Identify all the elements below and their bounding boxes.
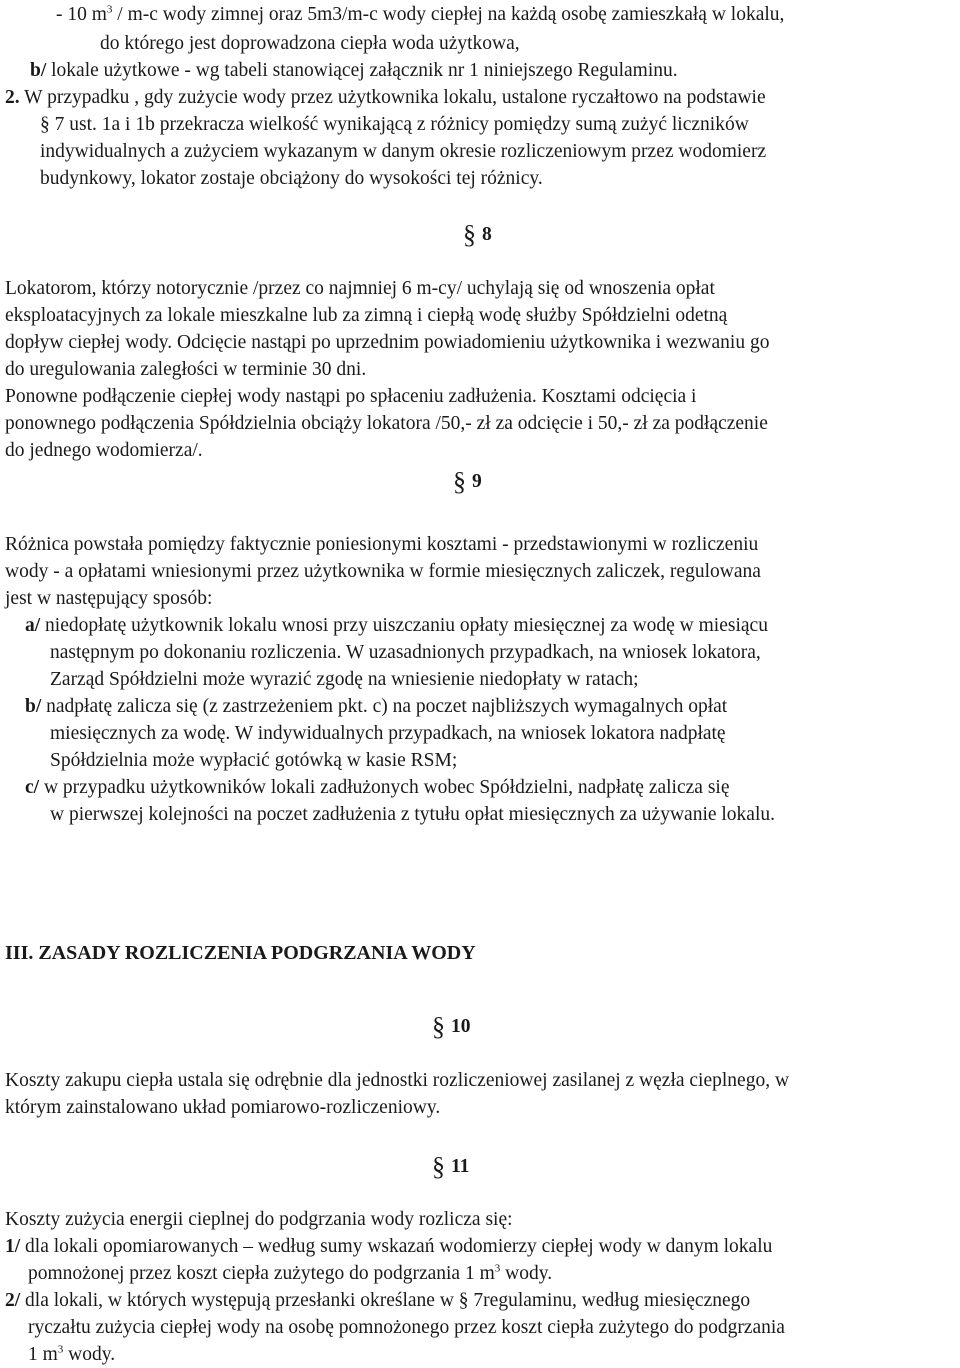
text-line: Koszty zakupu ciepła ustala się odrębnie dla jednostki rozliczeniowej zasilanej z węzła cieplnego, w [5, 1070, 790, 1091]
text-line: dopływ ciepłej wody. Odcięcie nastąpi po uprzednim powiadomieniu użytkownika i wezwaniu go [5, 332, 770, 353]
list-item-c: c/ w przypadku użytkowników lokali zadłużonych wobec Spółdzielni, nadpłatę zalicza się [25, 777, 730, 798]
text-line: Ponowne podłączenie ciepłej wody nastąpi po spłaceniu zadłużenia. Kosztami odcięcia i [5, 386, 697, 407]
text-line: miesięcznych za wodę. W indywidualnych przypadkach, na wniosek lokatora nadpłatę [50, 723, 726, 744]
text-line: b/ lokale użytkowe - wg tabeli stanowiącej załącznik nr 1 niniejszego Regulaminu. [30, 60, 678, 81]
text-line: do którego jest doprowadzona ciepła woda użytkowa, [100, 33, 520, 54]
text-line: Spółdzielnia może wypłacić gotówką w kasie RSM; [50, 750, 458, 771]
text-line: pomnożonej przez koszt ciepła zużytego do podgrzania 1 $m^3$ wody. [28, 1262, 553, 1284]
text-line: Lokatorom, którzy notorycznie /przez co najmniej 6 m-cy/ uchylają się od wnoszenia opłat [5, 278, 715, 299]
text-line: Koszty zużycia energii cieplnej do podgrzania wody rozlicza się: [5, 1209, 513, 1230]
list-item-b: b/ nadpłatę zalicza się (z zastrzeżeniem pkt. c) na poczet najbliższych wymagalnych opłat [25, 696, 728, 717]
chapter-heading: III. ZASADY ROZLICZENIA PODGRZANIA WODY [5, 942, 476, 964]
text-line: ryczałtu zużycia ciepłej wody na osobę pomnożonego przez koszt ciepła zużytego do podgrzania [28, 1317, 785, 1338]
text-line: eksploatacyjnych za lokale mieszkalne lub za zimną i ciepłą wodę służby Spółdzielni odetną [5, 305, 728, 326]
text-line: Różnica powstała pomiędzy faktycznie poniesionymi kosztami - przedstawionymi w rozliczeniu [5, 534, 759, 555]
text-line: jest w następujący sposób: [5, 588, 213, 609]
section-heading-8: § 8 [463, 220, 492, 249]
text-line: 1 $m^3$ wody. [28, 1343, 116, 1365]
text-line: w pierwszej kolejności na poczet zadłużenia z tytułu opłat miesięcznych za używanie lokalu. [50, 804, 776, 825]
text-line: § 7 ust. 1a i 1b przekracza wielkość wynikającą z różnicy pomiędzy sumą zużyć liczników [40, 114, 749, 135]
text-line: wody - a opłatami wniesionymi przez użytkownika w formie miesięcznych zaliczek, regulowana [5, 561, 761, 582]
text-line: którym zainstalowano układ pomiarowo-rozliczeniowy. [5, 1097, 441, 1118]
list-item-2: 2/ dla lokali, w których występują przesłanki określane w § 7regulaminu, według miesięcznego [5, 1290, 751, 1311]
text-line: do jednego wodomierza/. [5, 440, 203, 461]
list-item-1: 1/ dla lokali opomiarowanych – według sumy wskazań wodomierzy ciepłej wody w danym lokalu [5, 1236, 773, 1257]
text-line: następnym po dokonaniu rozliczenia. W uzasadnionych przypadkach, na wniosek lokatora, [50, 642, 761, 663]
section-heading-9: § 9 [453, 467, 482, 496]
section-heading-10: § 10 [432, 1012, 471, 1041]
text-line: 2. W przypadku , gdy zużycie wody przez użytkownika lokalu, ustalone ryczałtowo na podstawie [5, 87, 766, 108]
text-line: ponownego podłączenia Spółdzielnia obciąży lokatora /50,- zł za odcięcie i 50,- zł za podłączenie [5, 413, 768, 434]
text-line: indywidualnych a zużyciem wykazanym w danym okresie rozliczeniowym przez wodomierz [40, 141, 767, 162]
text-line: Zarząd Spółdzielni może wyrazić zgodę na wniesienie niedopłaty w ratach; [50, 669, 639, 690]
text-line: budynkowy, lokator zostaje obciążony do wysokości tej różnicy. [40, 168, 543, 189]
section-heading-11: § 11 [432, 1152, 470, 1181]
text-line: - 10 $m^3 / m-c$ wody zimnej oraz 5m3/m-c wody ciepłej na każdą osobę zamieszkałą w lokalu, [56, 3, 785, 25]
list-item-a: a/ niedopłatę użytkownik lokalu wnosi przy uiszczaniu opłaty miesięcznej za wodę w miesiącu [25, 615, 768, 636]
text-line: do uregulowania zaległości w terminie 30 dni. [5, 359, 367, 380]
